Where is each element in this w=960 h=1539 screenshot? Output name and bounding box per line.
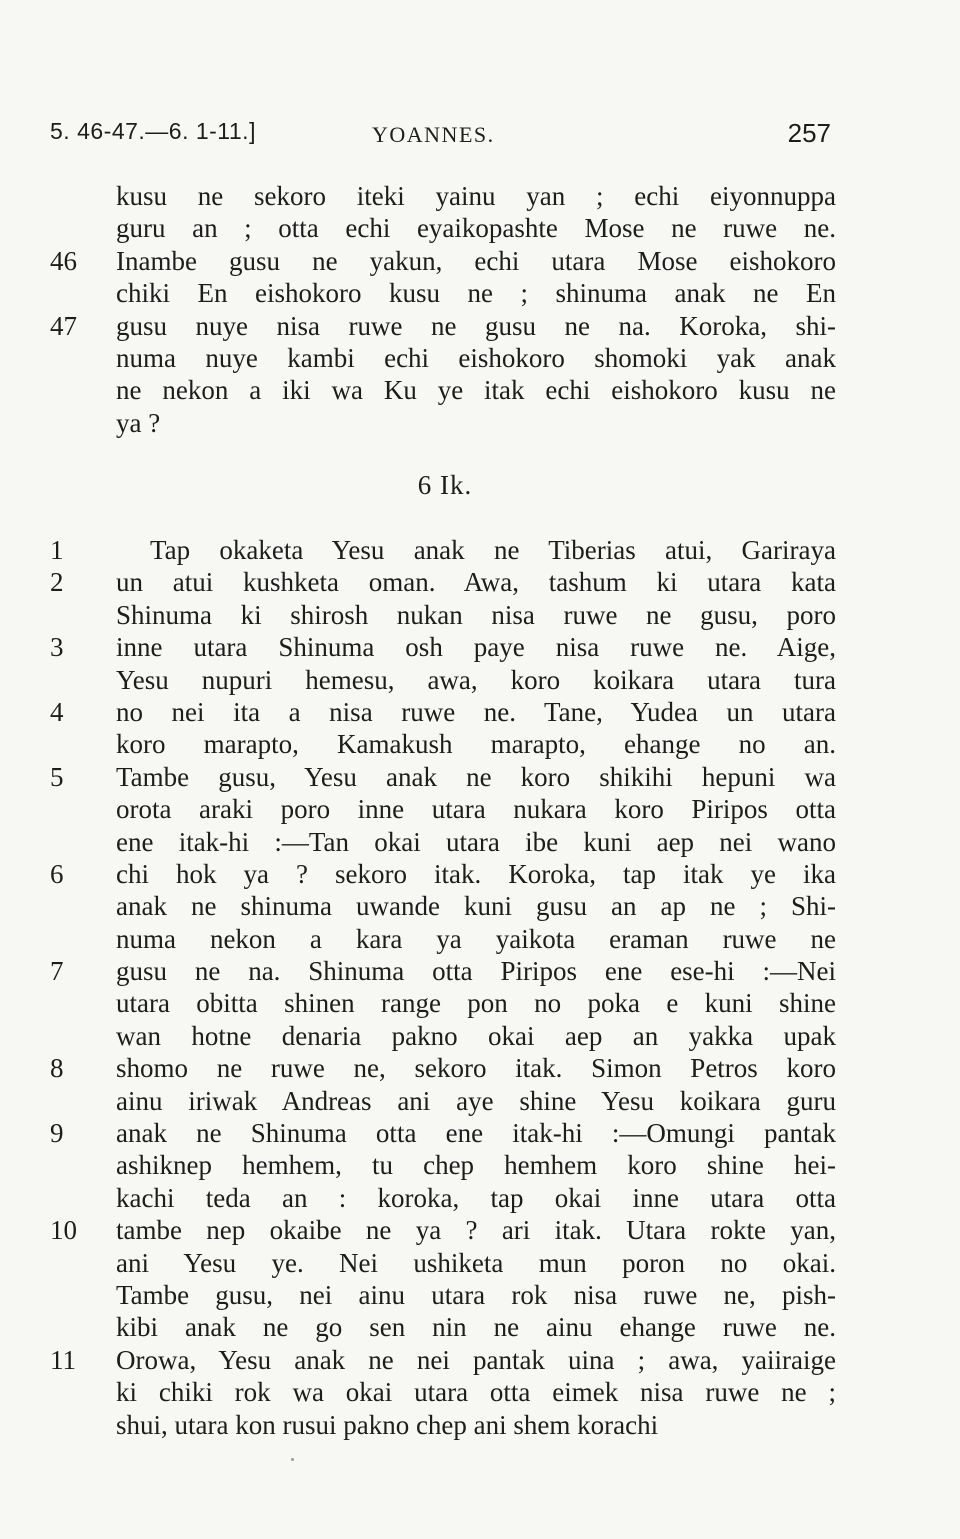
line-text: kachi teda an : koroka, tap okai inne utara otta (116, 1182, 836, 1213)
line-text: numa nuye kambi echi eishokoro shomoki yak anak (116, 342, 836, 373)
line-text: ki chiki rok wa okai utara otta eimek nisa ruwe ne ; (116, 1377, 836, 1408)
line-text: tambe nep okaibe ne ya ? ari itak. Utara rokte yan, (116, 1215, 836, 1246)
text-line (50, 1052, 840, 1084)
verse-number: 11 (50, 1344, 76, 1375)
verse-number: 5 (50, 761, 64, 792)
line-text: wan hotne denaria pakno okai aep an yakka upak (116, 1020, 836, 1051)
text-line (50, 1247, 840, 1279)
text-line (50, 599, 840, 631)
book-title: YOANNES. (372, 122, 495, 147)
verse-number: 4 (50, 696, 64, 727)
verse-number: 7 (50, 956, 64, 987)
text-line (50, 245, 840, 277)
verse-number: 1 (50, 535, 64, 565)
text-line (50, 277, 840, 309)
line-text: shomo ne ruwe ne, sekoro itak. Simon Petros koro (116, 1053, 836, 1084)
verse-number: 46 (50, 245, 77, 276)
line-text: Inambe gusu ne yakun, echi utara Mose eishokoro (116, 245, 836, 276)
line-text: gusu ne na. Shinuma otta Piripos ene ese-hi :—Nei (116, 956, 836, 987)
text-line (50, 664, 840, 696)
text-line (50, 374, 840, 406)
page-speck (291, 1458, 294, 1461)
text-line (50, 1409, 840, 1441)
verse-number: 3 (50, 632, 64, 663)
text-line (50, 1182, 840, 1214)
text-line (50, 631, 840, 663)
text-line (50, 1020, 840, 1052)
text-line (50, 1149, 840, 1181)
chapter-heading: 6 Ik. (417, 470, 473, 500)
text-line (50, 987, 840, 1019)
text-line (50, 212, 840, 244)
text-line (50, 1279, 840, 1311)
line-text: ene itak-hi :—Tan okai utara ibe kuni aep nei wano (116, 826, 836, 857)
text-line (50, 407, 840, 439)
text-line (50, 1117, 840, 1149)
text-line (50, 1085, 840, 1117)
verse-number: 9 (50, 1118, 64, 1149)
text-line (50, 728, 840, 760)
line-text: kusu ne sekoro iteki yainu yan ; echi eiyonnuppa (116, 181, 836, 211)
text-line (50, 1344, 840, 1376)
verse-number: 47 (50, 310, 77, 341)
chapter-verse-range: 5. 46-47.—6. 1-11.] (50, 118, 256, 144)
line-text: ani Yesu ye. Nei ushiketa mun poron no okai. (116, 1247, 836, 1278)
line-text: gusu nuye nisa ruwe ne gusu ne na. Koroka, shi- (116, 310, 836, 341)
line-text: anak ne shinuma uwande kuni gusu an ap ne ; Shi- (116, 891, 836, 922)
text-line (50, 310, 840, 342)
line-text: koro marapto, Kamakush marapto, ehange no an. (116, 729, 836, 760)
text-line (50, 534, 840, 566)
verse-number: 6 (50, 858, 64, 889)
line-text: Tambe gusu, nei ainu utara rok nisa ruwe ne, pish- (116, 1279, 836, 1310)
line-text: chi hok ya ? sekoro itak. Koroka, tap itak ye ika (116, 858, 836, 889)
text-line (50, 858, 840, 890)
text-line (50, 1376, 840, 1408)
line-text: no nei ita a nisa ruwe ne. Tane, Yudea un utara (116, 696, 836, 727)
page-number: 257 (787, 118, 831, 148)
text-line (50, 793, 840, 825)
running-head (50, 118, 835, 150)
text-line (50, 923, 840, 955)
line-text: Tap okaketa Yesu anak ne Tiberias atui, Gariraya (150, 535, 836, 565)
line-text: shui, utara kon rusui pakno chep ani shem korachi (116, 1409, 659, 1440)
line-text: numa nekon a kara ya yaikota eraman ruwe ne (116, 923, 836, 954)
line-text: un atui kushketa oman. Awa, tashum ki utara kata (116, 567, 836, 598)
line-text: ainu iriwak Andreas ani aye shine Yesu koikara guru (116, 1085, 836, 1116)
text-line (50, 342, 840, 374)
line-text: utara obitta shinen range pon no poka e kuni shine (116, 988, 836, 1019)
line-text: Yesu nupuri hemesu, awa, koro koikara utara tura (116, 664, 836, 695)
line-text: Tambe gusu, Yesu anak ne koro shikihi hepuni wa (116, 761, 836, 792)
verse-number: 10 (50, 1215, 77, 1246)
line-text: Orowa, Yesu anak ne nei pantak uina ; awa, yaiiraige (116, 1344, 836, 1375)
line-text: inne utara Shinuma osh paye nisa ruwe ne. Aige, (116, 632, 836, 663)
line-text: ya ? (116, 407, 161, 438)
text-line (50, 1311, 840, 1343)
text-block-chapter-6 (50, 534, 840, 1441)
line-text: kibi anak ne go sen nin ne ainu ehange ruwe ne. (116, 1312, 836, 1343)
text-line (50, 1214, 840, 1246)
line-text: anak ne Shinuma otta ene itak-hi :—Omungi pantak (116, 1118, 836, 1149)
line-text: orota araki poro inne utara nukara koro Piripos otta (116, 794, 836, 825)
text-line (50, 890, 840, 922)
text-line (50, 566, 840, 598)
text-block-chapter-5 (50, 180, 840, 439)
line-text: Shinuma ki shirosh nukan nisa ruwe ne gusu, poro (116, 599, 836, 630)
line-text: chiki En eishokoro kusu ne ; shinuma anak ne En (116, 278, 836, 309)
line-text: ne nekon a iki wa Ku ye itak echi eishokoro kusu ne (116, 375, 836, 406)
verse-number: 2 (50, 567, 64, 598)
text-line (50, 955, 840, 987)
text-line (50, 826, 840, 858)
line-text: guru an ; otta echi eyaikopashte Mose ne ruwe ne. (116, 213, 836, 244)
verse-number: 8 (50, 1053, 64, 1084)
text-line (50, 696, 840, 728)
text-line (50, 180, 840, 212)
line-text: ashiknep hemhem, tu chep hemhem koro shine hei- (116, 1150, 836, 1181)
text-line (50, 761, 840, 793)
